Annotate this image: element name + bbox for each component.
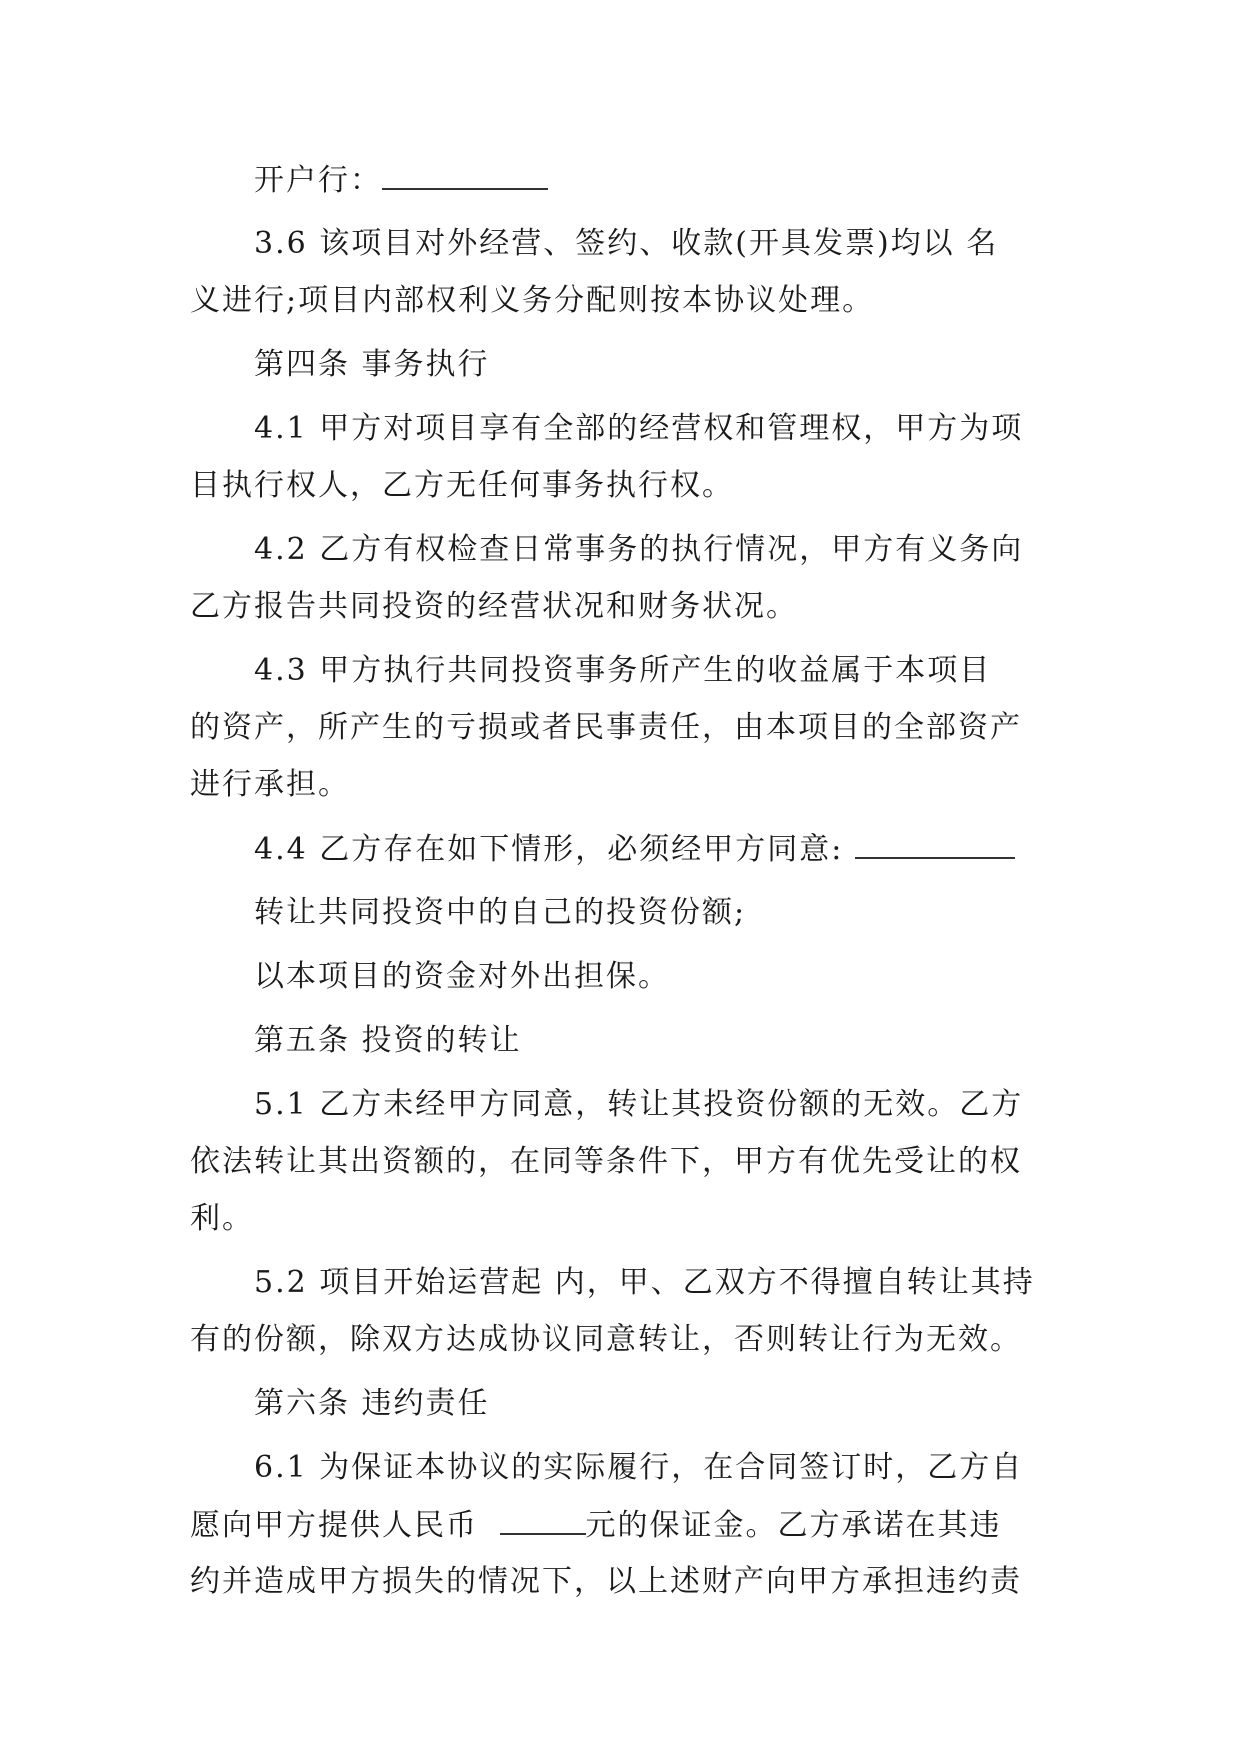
paragraph-line: 3.6 该项目对外经营、签约、收款(开具发票)均以 名 xyxy=(254,226,999,261)
condition-blank xyxy=(855,831,1015,859)
deposit-amount-blank xyxy=(500,1507,586,1535)
paragraph-line-with-blank xyxy=(190,1507,1060,1543)
paragraph-line: 6.1 为保证本协议的实际履行，在合同签订时，乙方自 xyxy=(254,1450,1024,1485)
paragraph-line: 义进行;项目内部权利义务分配则按本协议处理。 xyxy=(190,283,875,318)
paragraph-6-1 xyxy=(190,1450,1060,1600)
paragraph-line: 4.2 乙方有权检查日常事务的执行情况，甲方有义务向 xyxy=(254,532,1024,567)
paragraph-4-3 xyxy=(190,653,1060,803)
paragraph-line: 进行承担。 xyxy=(190,767,350,802)
paragraph-5-2 xyxy=(190,1265,1060,1358)
paragraph-3-6 xyxy=(190,226,1060,319)
paragraph-4-2 xyxy=(190,532,1060,625)
article-6-heading: 第六条 违约责任 xyxy=(254,1386,490,1421)
paragraph-5-1 xyxy=(190,1087,1060,1237)
article-4-heading: 第四条 事务执行 xyxy=(254,347,490,382)
bank-label: 开户行： xyxy=(254,163,382,198)
paragraph-4-1 xyxy=(190,411,1060,504)
paragraph-line: 乙方报告共同投资的经营状况和财务状况。 xyxy=(190,589,798,624)
paragraph-line: 利。 xyxy=(190,1201,254,1236)
list-item-guarantee: 以本项目的资金对外出担保。 xyxy=(254,959,670,994)
deposit-prefix: 愿向甲方提供人民币 xyxy=(190,1508,490,1543)
paragraph-line: 约并造成甲方损失的情况下，以上述财产向甲方承担违约责 xyxy=(190,1564,1022,1599)
document-body xyxy=(190,162,1060,1600)
paragraph-line: 目执行权人，乙方无任何事务执行权。 xyxy=(190,468,734,503)
paragraph-line: 4.3 甲方执行共同投资事务所产生的收益属于本项目 xyxy=(254,653,992,688)
article-5-heading: 第五条 投资的转让 xyxy=(254,1023,522,1058)
paragraph-line: 5.2 项目开始运营起 内，甲、乙双方不得擅自转让其持 xyxy=(254,1265,1035,1300)
paragraph-4-4 xyxy=(190,831,1060,867)
list-item-transfer: 转让共同投资中的自己的投资份额; xyxy=(254,895,747,930)
paragraph-line: 5.1 乙方未经甲方同意，转让其投资份额的无效。乙方 xyxy=(254,1087,1024,1122)
bank-blank xyxy=(382,162,548,190)
paragraph-4-4-text: 4.4 乙方存在如下情形，必须经甲方同意: xyxy=(254,832,844,867)
paragraph-line: 有的份额，除双方达成协议同意转让，否则转让行为无效。 xyxy=(190,1322,1022,1357)
paragraph-bank xyxy=(190,162,1060,198)
paragraph-line: 4.1 甲方对项目享有全部的经营权和管理权，甲方为项 xyxy=(254,411,1024,446)
paragraph-line: 依法转让其出资额的，在同等条件下，甲方有优先受让的权 xyxy=(190,1144,1022,1179)
paragraph-line: 的资产，所产生的亏损或者民事责任，由本项目的全部资产 xyxy=(190,710,1022,745)
deposit-suffix: 元的保证金。乙方承诺在其违 xyxy=(585,1508,1002,1543)
